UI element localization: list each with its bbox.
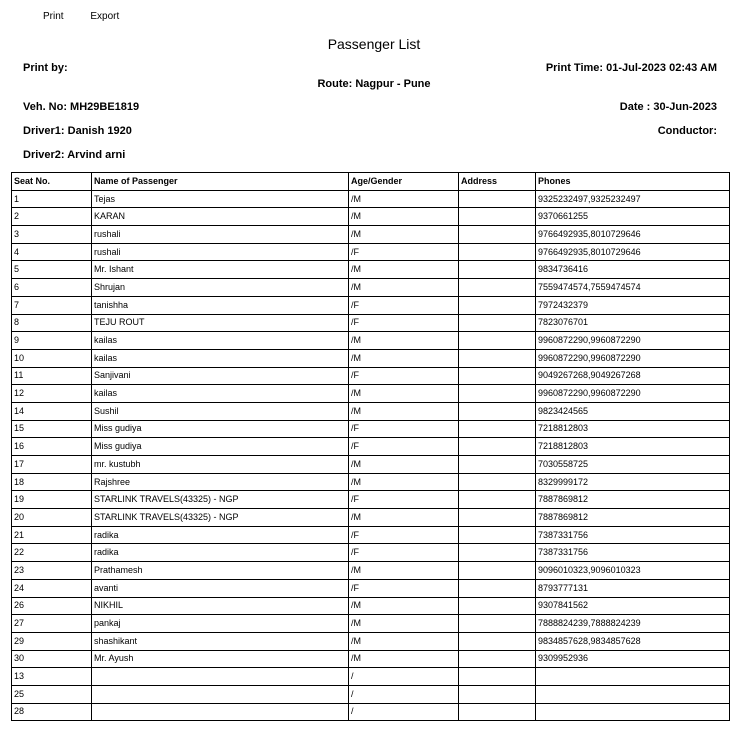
phones-cell: 7218812803 <box>536 438 730 456</box>
col-age-gender: Age/Gender <box>349 173 459 191</box>
address-cell <box>459 438 536 456</box>
age-gender-cell: /F <box>349 526 459 544</box>
address-cell <box>459 190 536 208</box>
address-cell <box>459 208 536 226</box>
passenger-name-cell: avanti <box>92 579 349 597</box>
table-row <box>12 703 730 721</box>
address-cell <box>459 261 536 279</box>
table-row <box>12 668 730 686</box>
phones-cell: 9370661255 <box>536 208 730 226</box>
phones-cell: 8793777131 <box>536 579 730 597</box>
seat-no-cell: 2 <box>12 208 92 226</box>
age-gender-cell: /M <box>349 473 459 491</box>
address-cell <box>459 243 536 261</box>
passenger-name-cell: mr. kustubh <box>92 456 349 474</box>
passenger-name-cell: rushali <box>92 226 349 244</box>
age-gender-cell: /M <box>349 632 459 650</box>
address-cell <box>459 385 536 403</box>
age-gender-cell: /M <box>349 208 459 226</box>
table-header-row <box>12 173 730 191</box>
passenger-name-cell: NIKHIL <box>92 597 349 615</box>
address-cell <box>459 349 536 367</box>
passenger-name-cell: Sanjivani <box>92 367 349 385</box>
passenger-name-cell: kailas <box>92 349 349 367</box>
passenger-name-cell: Miss gudiya <box>92 420 349 438</box>
table-row <box>12 208 730 226</box>
vehicle-number: Veh. No: MH29BE1819 <box>23 101 140 113</box>
passenger-name-cell: radika <box>92 544 349 562</box>
seat-no-cell: 20 <box>12 509 92 527</box>
seat-no-cell: 17 <box>12 456 92 474</box>
address-cell <box>459 579 536 597</box>
address-cell <box>459 509 536 527</box>
table-row <box>12 226 730 244</box>
address-cell <box>459 456 536 474</box>
phones-cell: 9307841562 <box>536 597 730 615</box>
seat-no-cell: 7 <box>12 296 92 314</box>
seat-no-cell: 6 <box>12 279 92 297</box>
age-gender-cell: /M <box>349 226 459 244</box>
seat-no-cell: 22 <box>12 544 92 562</box>
phones-cell: 8329999172 <box>536 473 730 491</box>
passenger-name-cell: TEJU ROUT <box>92 314 349 332</box>
age-gender-cell: /F <box>349 314 459 332</box>
phones-cell: 9960872290,9960872290 <box>536 349 730 367</box>
seat-no-cell: 24 <box>12 579 92 597</box>
col-seat-no: Seat No. <box>12 173 92 191</box>
col-passenger-name: Name of Passenger <box>92 173 349 191</box>
seat-no-cell: 21 <box>12 526 92 544</box>
phones-cell: 7559474574,7559474574 <box>536 279 730 297</box>
phones-cell: 9049267268,9049267268 <box>536 367 730 385</box>
driver1: Driver1: Danish 1920 <box>23 125 132 137</box>
passenger-name-cell: rushali <box>92 243 349 261</box>
age-gender-cell: /M <box>349 650 459 668</box>
table-row <box>12 314 730 332</box>
seat-no-cell: 10 <box>12 349 92 367</box>
seat-no-cell: 23 <box>12 562 92 580</box>
address-cell <box>459 685 536 703</box>
passenger-name-cell <box>92 703 349 721</box>
seat-no-cell: 18 <box>12 473 92 491</box>
phones-cell: 7887869812 <box>536 509 730 527</box>
seat-no-cell: 14 <box>12 402 92 420</box>
passenger-name-cell: KARAN <box>92 208 349 226</box>
passenger-name-cell: tanishha <box>92 296 349 314</box>
passenger-name-cell: Prathamesh <box>92 562 349 580</box>
address-cell <box>459 332 536 350</box>
seat-no-cell: 3 <box>12 226 92 244</box>
address-cell <box>459 597 536 615</box>
phones-cell: 9325232497,9325232497 <box>536 190 730 208</box>
phones-cell: 9960872290,9960872290 <box>536 332 730 350</box>
age-gender-cell: /M <box>349 349 459 367</box>
address-cell <box>459 615 536 633</box>
table-row <box>12 509 730 527</box>
passenger-name-cell: Rajshree <box>92 473 349 491</box>
table-row <box>12 562 730 580</box>
seat-no-cell: 1 <box>12 190 92 208</box>
address-cell <box>459 562 536 580</box>
seat-no-cell: 5 <box>12 261 92 279</box>
age-gender-cell: / <box>349 685 459 703</box>
age-gender-cell: /M <box>349 615 459 633</box>
age-gender-cell: /F <box>349 491 459 509</box>
age-gender-cell: /F <box>349 243 459 261</box>
table-row <box>12 367 730 385</box>
trip-date: Date : 30-Jun-2023 <box>619 101 717 113</box>
age-gender-cell: /F <box>349 579 459 597</box>
address-cell <box>459 226 536 244</box>
table-row <box>12 332 730 350</box>
phones-cell: 7218812803 <box>536 420 730 438</box>
table-row <box>12 402 730 420</box>
phones-cell: 9834857628,9834857628 <box>536 632 730 650</box>
passenger-name-cell: Sushil <box>92 402 349 420</box>
seat-no-cell: 4 <box>12 243 92 261</box>
age-gender-cell: /F <box>349 296 459 314</box>
age-gender-cell: /F <box>349 438 459 456</box>
passenger-name-cell: shashikant <box>92 632 349 650</box>
passenger-name-cell: pankaj <box>92 615 349 633</box>
phones-cell: 9309952936 <box>536 650 730 668</box>
table-row <box>12 349 730 367</box>
address-cell <box>459 402 536 420</box>
passenger-table <box>11 172 730 721</box>
export-button[interactable]: Export <box>90 11 120 22</box>
passenger-name-cell: radika <box>92 526 349 544</box>
print-button[interactable]: Print <box>43 11 64 22</box>
age-gender-cell: /M <box>349 597 459 615</box>
age-gender-cell: /M <box>349 509 459 527</box>
address-cell <box>459 650 536 668</box>
seat-no-cell: 26 <box>12 597 92 615</box>
age-gender-cell: /F <box>349 367 459 385</box>
address-cell <box>459 367 536 385</box>
seat-no-cell: 27 <box>12 615 92 633</box>
table-row <box>12 526 730 544</box>
age-gender-cell: /M <box>349 332 459 350</box>
seat-no-cell: 28 <box>12 703 92 721</box>
phones-cell: 9823424565 <box>536 402 730 420</box>
seat-no-cell: 25 <box>12 685 92 703</box>
address-cell <box>459 420 536 438</box>
address-cell <box>459 703 536 721</box>
phones-cell: 9096010323,9096010323 <box>536 562 730 580</box>
phones-cell: 7888824239,7888824239 <box>536 615 730 633</box>
address-cell <box>459 668 536 686</box>
phones-cell: 9834736416 <box>536 261 730 279</box>
address-cell <box>459 296 536 314</box>
passenger-name-cell: Mr. Ishant <box>92 261 349 279</box>
seat-no-cell: 9 <box>12 332 92 350</box>
seat-no-cell: 13 <box>12 668 92 686</box>
table-row <box>12 685 730 703</box>
age-gender-cell: /M <box>349 261 459 279</box>
age-gender-cell: / <box>349 703 459 721</box>
table-row <box>12 261 730 279</box>
passenger-name-cell: Shrujan <box>92 279 349 297</box>
print-time: Print Time: 01-Jul-2023 02:43 AM <box>545 62 717 74</box>
seat-no-cell: 19 <box>12 491 92 509</box>
driver2: Driver2: Arvind arni <box>23 149 126 161</box>
table-row <box>12 385 730 403</box>
age-gender-cell: /M <box>349 562 459 580</box>
passenger-name-cell <box>92 685 349 703</box>
phones-cell <box>536 685 730 703</box>
address-cell <box>459 491 536 509</box>
passenger-name-cell: kailas <box>92 385 349 403</box>
age-gender-cell: /M <box>349 456 459 474</box>
table-row <box>12 579 730 597</box>
table-row <box>12 597 730 615</box>
table-row <box>12 190 730 208</box>
table-body <box>12 190 730 721</box>
seat-no-cell: 12 <box>12 385 92 403</box>
phones-cell: 7387331756 <box>536 544 730 562</box>
table-row <box>12 491 730 509</box>
print-by-label: Print by: <box>23 62 68 74</box>
age-gender-cell: /F <box>349 544 459 562</box>
table-row <box>12 438 730 456</box>
phones-cell: 7887869812 <box>536 491 730 509</box>
col-address: Address <box>459 173 536 191</box>
table-row <box>12 243 730 261</box>
age-gender-cell: /M <box>349 279 459 297</box>
age-gender-cell: /M <box>349 190 459 208</box>
seat-no-cell: 15 <box>12 420 92 438</box>
table-row <box>12 632 730 650</box>
table-row <box>12 420 730 438</box>
phones-cell: 9766492935,8010729646 <box>536 226 730 244</box>
page-title: Passenger List <box>327 36 421 52</box>
age-gender-cell: / <box>349 668 459 686</box>
phones-cell: 7030558725 <box>536 456 730 474</box>
seat-no-cell: 8 <box>12 314 92 332</box>
passenger-name-cell: Mr. Ayush <box>92 650 349 668</box>
age-gender-cell: /M <box>349 385 459 403</box>
passenger-name-cell: Tejas <box>92 190 349 208</box>
table-row <box>12 473 730 491</box>
table-row <box>12 279 730 297</box>
conductor: Conductor: <box>657 125 717 137</box>
seat-no-cell: 16 <box>12 438 92 456</box>
address-cell <box>459 473 536 491</box>
passenger-name-cell <box>92 668 349 686</box>
phones-cell: 9960872290,9960872290 <box>536 385 730 403</box>
address-cell <box>459 544 536 562</box>
age-gender-cell: /M <box>349 402 459 420</box>
address-cell <box>459 526 536 544</box>
passenger-name-cell: Miss gudiya <box>92 438 349 456</box>
passenger-name-cell: STARLINK TRAVELS(43325) - NGP <box>92 509 349 527</box>
table-row <box>12 456 730 474</box>
table-row <box>12 615 730 633</box>
phones-cell: 7387331756 <box>536 526 730 544</box>
table-row <box>12 296 730 314</box>
age-gender-cell: /F <box>349 420 459 438</box>
route: Route: Nagpur - Pune <box>317 78 431 90</box>
table-row <box>12 544 730 562</box>
address-cell <box>459 279 536 297</box>
seat-no-cell: 30 <box>12 650 92 668</box>
address-cell <box>459 632 536 650</box>
table-row <box>12 650 730 668</box>
passenger-name-cell: kailas <box>92 332 349 350</box>
phones-cell <box>536 668 730 686</box>
seat-no-cell: 29 <box>12 632 92 650</box>
phones-cell: 9766492935,8010729646 <box>536 243 730 261</box>
phones-cell: 7972432379 <box>536 296 730 314</box>
phones-cell <box>536 703 730 721</box>
address-cell <box>459 314 536 332</box>
col-phones: Phones <box>536 173 730 191</box>
toolbar <box>43 11 143 22</box>
seat-no-cell: 11 <box>12 367 92 385</box>
phones-cell: 7823076701 <box>536 314 730 332</box>
passenger-name-cell: STARLINK TRAVELS(43325) - NGP <box>92 491 349 509</box>
